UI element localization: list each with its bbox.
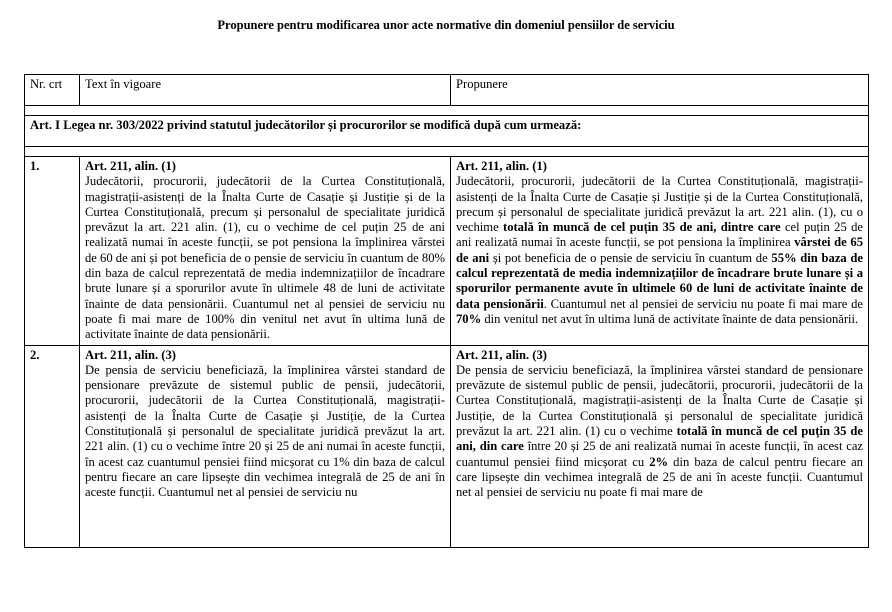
table-header-row (25, 75, 869, 106)
header-nr: Nr. crt (25, 75, 80, 106)
header-proposal: Propunere (451, 75, 869, 106)
emphasized-text: totală în muncă de cel puțin 35 de ani, din care (456, 424, 863, 454)
header-current-text: Text în vigoare (80, 75, 451, 106)
text-segment: și pot beneficia de o pensie de serviciu în cuantum de (489, 250, 772, 265)
proposal-cell (451, 157, 869, 346)
emphasized-text: 70% (456, 311, 482, 326)
proposal-article-text (456, 363, 863, 545)
proposal-article-label: Art. 211, alin. (3) (456, 347, 547, 362)
spacer-cell (25, 147, 869, 157)
comparison-table (24, 74, 869, 548)
emphasized-text: 55% din baza de calcul reprezentată de media indemnizațiilor de încadrare brute lunare și a sporurilor permanente avute în ultimele 60 de luni de activitate înainte de data pensionării (456, 250, 864, 311)
text-segment: Judecătorii, procurorii, judecătorii de la Curtea Constituțională, magistrații-asistenți de la Înalta Curte de Casație și Justiție și de la Curtea Constituțională, precum și personalul de specialitate juridică prevăzut la art. 221 alin. (1), cu o vechime (456, 174, 863, 235)
spacer-row (25, 147, 869, 157)
proposal-article-label: Art. 211, alin. (1) (456, 159, 547, 173)
current-text-cell (80, 157, 451, 346)
table-row (25, 345, 869, 547)
table-row (25, 157, 869, 346)
emphasized-text: totală în muncă de cel puțin 35 de ani, dintre care (503, 220, 781, 235)
spacer-cell (25, 106, 869, 116)
current-article-text: De pensia de serviciu beneficiază, la împlinirea vârstei standard de pensionare prevăzute de sistemul public de pensii, judecătorii, procurorii, judecătorii de la Curtea Constituțională, magistrații-asistenți de la Înalta Curte de Casație și Justiție, de la Curtea Constituțională și personalul de specialitate juridică prevăzut la art. 221 alin. (1) cu o vechime între 20 și 25 de ani numai în aceste funcții, în acest caz cuantumul pensiei fiind micșorat cu 1% din baza de calcul pentru fiecare an care lipsește din vechimea integrală de 25 de ani în aceste funcții. Cuantumul net al pensiei de serviciu nu (85, 362, 445, 500)
spacer-row (25, 106, 869, 116)
row-number: 1. (25, 157, 80, 346)
text-segment: între 20 și 25 de ani realizată numai în aceste funcții, în acest caz cuantumul pensiei fiind micșorat cu (456, 439, 863, 469)
current-text-cell (80, 345, 451, 547)
text-segment: cel puțin 25 de ani realizată numai în aceste funcții, se pot pensiona la împlinirea (456, 220, 863, 250)
text-segment: din baza de calcul pentru fiecare an care lipsește din vechimea integrală de 25 de ani în aceste funcții. Cuantumul net al pensiei de serviciu nu poate fi mai mare de (456, 454, 863, 500)
text-segment: . Cuantumul net al pensiei de serviciu nu poate fi mai mare de (543, 296, 863, 311)
document-title: Propunere pentru modificarea unor acte normative din domeniul pensiilor de serviciu (217, 18, 675, 32)
current-article-label: Art. 211, alin. (1) (85, 159, 176, 173)
article-heading: Art. I Legea nr. 303/2022 privind statutul judecătorilor și procurorilor se modifică după cum urmează: (25, 116, 869, 147)
emphasized-text: 2% (649, 454, 669, 469)
current-article-text: Judecătorii, procurorii, judecătorii de la Curtea Constituțională, magistrații-asistenți de la Înalta Curte de Casație și Justiție și de la Curtea Constituțională, precum și personalul de specialitate juridică prevăzut la art. 221 alin. (1), cu o vechime de cel puțin 25 de ani realizată numai în aceste funcții, se pot pensiona la împlinirea vârstei de 60 de ani și pot beneficia de o pensie de serviciu în cuantum de 80% din baza de calcul reprezentată de media indemnizațiilor de încadrare brute lunare și a sporurilor avute în ultimele 48 de luni de activitate înainte de data pensionării. Cuantumul net al pensiei de serviciu nu poate fi mai mare de 100% din venitul net avut în ultima lună de activitate înainte de data pensionării. (85, 174, 445, 342)
current-article-label: Art. 211, alin. (3) (85, 347, 176, 362)
emphasized-text: vârstei de 65 de ani (456, 235, 863, 265)
article-row (25, 116, 869, 147)
row-number: 2. (25, 345, 80, 547)
proposal-article-text (456, 174, 863, 327)
text-segment: din venitul net avut în ultima lună de activitate înainte de data pensionării. (481, 311, 859, 326)
text-segment: De pensia de serviciu beneficiază, la împlinirea vârstei standard de pensionare prevăzute de sistemul public de pensii, judecătorii, procurorii, judecătorii de la Curtea Constituțională, magistrații-asistenți de la Înalta Curte de Casație și Justiție, de la Curtea Constituțională și personalul de specialitate juridică prevăzut la art. 221 alin. (1) cu o vechime (456, 362, 863, 439)
proposal-cell (451, 345, 869, 547)
